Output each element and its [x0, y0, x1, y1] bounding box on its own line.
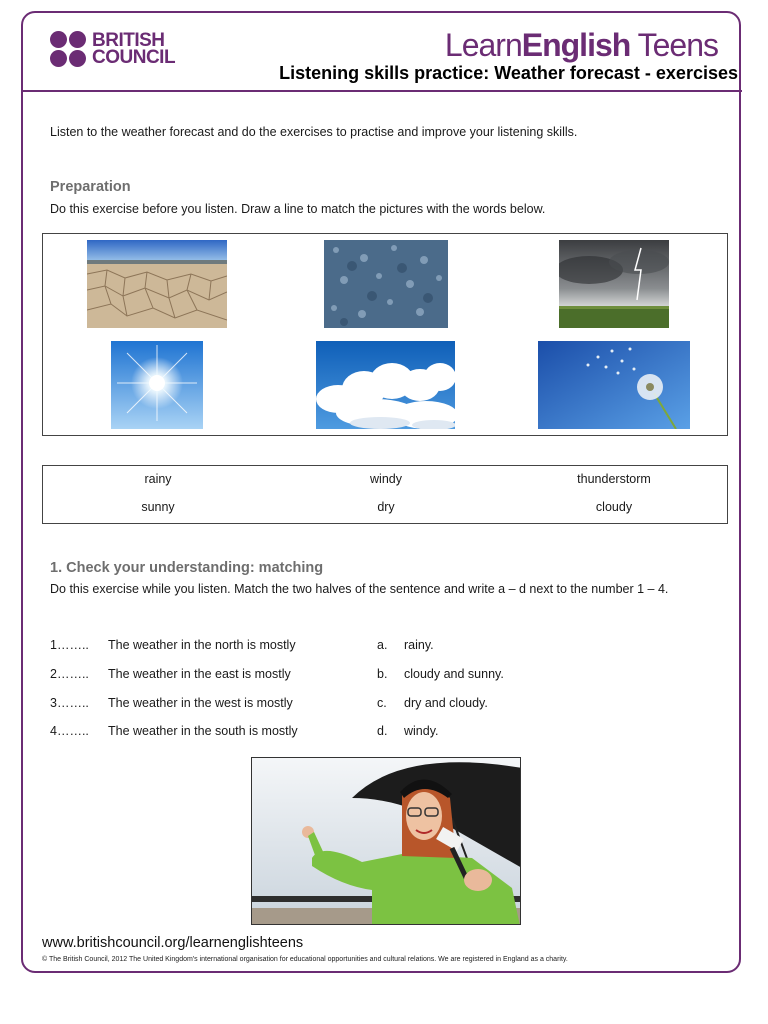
option-letter: c. [377, 696, 387, 710]
exercise1-instruction: Do this exercise while you listen. Match the two halves of the sentence and write a – d next to the number 1 – 4. [50, 582, 669, 596]
match-row [50, 696, 650, 714]
sentence-stem: The weather in the south is mostly [108, 724, 298, 738]
preparation-heading: Preparation [50, 179, 131, 195]
brand-learn: Learn [444, 27, 522, 63]
match-row [50, 638, 650, 656]
weather-presenter-image [251, 757, 521, 925]
word-dry: dry [377, 500, 395, 514]
option-letter: a. [377, 638, 388, 652]
word-windy: windy [370, 472, 402, 486]
sentence-stem: The weather in the east is mostly [108, 667, 291, 681]
word-cloudy: cloudy [595, 500, 633, 514]
logo-line-1: BRITISH [92, 30, 165, 51]
learnenglish-teens-logo [445, 27, 718, 64]
option-letter: b. [377, 667, 388, 681]
row-number: 1…….. [50, 638, 89, 652]
match-row [50, 724, 650, 742]
row-number: 4…….. [50, 724, 89, 738]
british-council-logo [50, 31, 175, 67]
brand-english: English [521, 27, 631, 63]
sentence-ending: rainy. [404, 638, 434, 652]
footer-copyright: © The British Council, 2012 The United Kingdom's international organisation for educational opportunities and cultural relations. We are registered in England as a charity. [42, 956, 568, 963]
logo-line-2: COUNCIL [92, 47, 176, 68]
clouds-image [316, 341, 455, 429]
word-thunderstorm: thunderstorm [577, 472, 651, 486]
sun-image [111, 341, 203, 429]
sentence-stem: The weather in the north is mostly [108, 638, 296, 652]
sentence-ending: cloudy and sunny. [404, 667, 504, 681]
row-number: 3…….. [50, 696, 89, 710]
word-box [42, 465, 728, 524]
footer-url[interactable]: www.britishcouncil.org/learnenglishteens [42, 935, 304, 951]
dandelion-wind-image [538, 341, 690, 429]
preparation-instruction: Do this exercise before you listen. Draw a line to match the pictures with the words below. [50, 202, 546, 216]
sentence-ending: dry and cloudy. [404, 696, 488, 710]
thunderstorm-image [559, 240, 669, 328]
exercise1-heading: 1. Check your understanding: matching [50, 560, 324, 576]
option-letter: d. [377, 724, 388, 738]
brand-teens: Teens [630, 27, 718, 63]
word-sunny: sunny [141, 500, 175, 514]
page-title: Listening skills practice: Weather forecast - exercises [279, 63, 738, 83]
rain-water-image [324, 240, 448, 328]
row-number: 2…….. [50, 667, 89, 681]
header-divider [22, 90, 742, 92]
sentence-stem: The weather in the west is mostly [108, 696, 293, 710]
word-rainy: rainy [144, 472, 172, 486]
intro-text: Listen to the weather forecast and do the exercises to practise and improve your listening skills. [50, 125, 578, 139]
match-row [50, 667, 650, 685]
picture-box [42, 233, 728, 436]
dry-desert-image [87, 240, 227, 328]
logo-dots-icon [50, 31, 86, 67]
sentence-ending: windy. [404, 724, 439, 738]
